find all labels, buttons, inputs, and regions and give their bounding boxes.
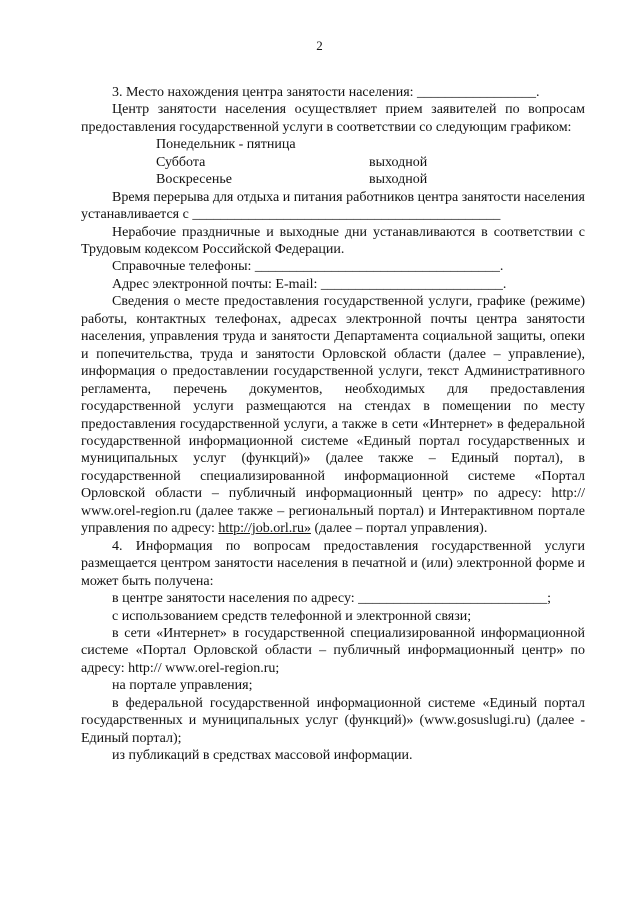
schedule-value: выходной (369, 172, 428, 188)
list-item: из публикаций в средствах массовой информации. (112, 748, 413, 764)
schedule-day: Понедельник - пятница (156, 137, 296, 153)
list-item: в центре занятости населения по адресу: ___________________________; (112, 591, 552, 607)
schedule-row (81, 171, 585, 188)
list-item: в федеральной государственной информационной системе «Единый портал государственных и муниципальных услуг (функций)» (www.gosuslugi.ru) (далее - Единый портал); (81, 695, 585, 746)
phones-line: Справочные телефоны: ___________________________________. (112, 259, 504, 275)
info-text: Сведения о месте предоставления государственной услуги, графике (режиме) работы, контактных телефонах, адресах электронной почты центра занятости населения, управления труда и занятости Департамента социальной защиты, опеки и попечительства, труда и занятости Орловской области (далее – управление), информация о предоставлении государственной услуги, текст Административного регламента, перечень документов, необходимых для предоставления государственной услуги размещаются на стендах в помещении по месту предоставления государственной услуги, а также в сети «Интернет» в федеральной государственной информационной системе «Единый портал государственных и муниципальных услуг (функций)» (далее также – Единый портал), в государственной специализированной информационной системе «Портал Орловской области – публичный информационный центр» по адресу: http:// www.orel-region.ru (далее также – региональный портал) и Интерактивном портале управления по адресу: (81, 294, 585, 537)
list-item: с использованием средств телефонной и электронной связи; (112, 608, 472, 624)
item4-paragraph: 4. Информация по вопросам предоставления государственной услуги размещается центром занятости населения в печатной и (или) электронной форме и может быть получена: (81, 538, 585, 589)
document-body (81, 84, 585, 765)
item3-body: Центр занятости населения осуществляет прием заявителей по вопросам предоставления государственной услуги в соответствии со следующим графиком: (81, 102, 585, 135)
schedule-value: выходной (369, 154, 428, 170)
schedule-row (81, 136, 585, 153)
list-item: в сети «Интернет» в государственной специализированной информационной системе «Портал Орловской области – публичный информационный центр» по адресу: http:// www.orel-region.ru; (81, 626, 585, 676)
holidays-paragraph: Нерабочие праздничные и выходные дни устанавливаются в соответствии с Трудовым кодексом Российской Федерации. (81, 224, 585, 258)
email-line: Адрес электронной почты: E-mail: __________________________. (112, 276, 507, 292)
info-paragraph (81, 293, 585, 537)
schedule-row (81, 154, 585, 171)
break-paragraph: Время перерыва для отдыха и питания работников центра занятости населения устанавливается с ____________________________________________ (81, 189, 585, 223)
list-item: на портале управления; (112, 678, 253, 694)
info-tail: (далее – портал управления). (314, 521, 488, 537)
portal-link[interactable]: http://job.orl.ru» (218, 521, 311, 537)
schedule-day: Суббота (156, 154, 206, 170)
schedule-day: Воскресенье (156, 172, 232, 188)
page-number: 2 (316, 38, 323, 53)
item3-line: 3. Место нахождения центра занятости населения: _________________. (112, 85, 540, 100)
